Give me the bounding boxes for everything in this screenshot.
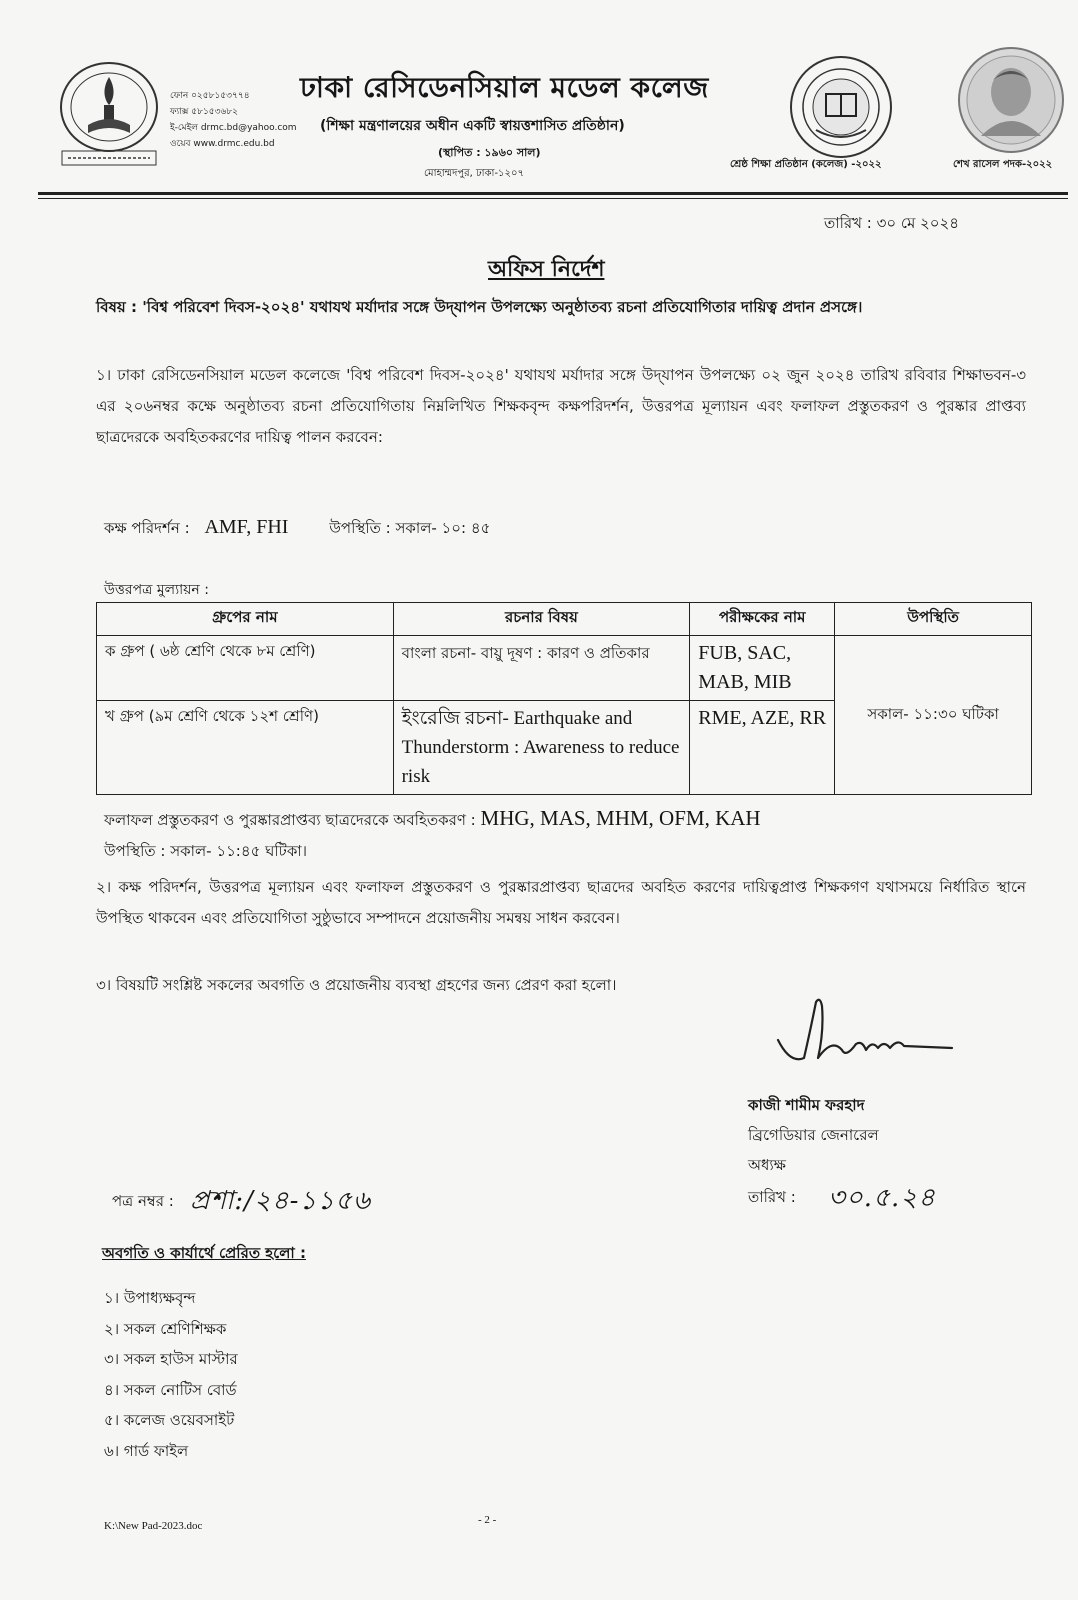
- footer-file-path: K:\New Pad-2023.doc: [104, 1520, 203, 1532]
- examiners-cell: FUB, SAC, MAB, MIB: [690, 636, 835, 701]
- inspection-time: উপস্থিতি : সকাল- ১০: ৪৫: [329, 519, 491, 537]
- header-divider: [38, 192, 1068, 195]
- evaluation-label: উত্তরপত্র মুল্যায়ন :: [104, 582, 209, 598]
- signatory-rank: ব্রিগেডিয়ার জেনারেল: [748, 1126, 879, 1144]
- email-address: ই-মেইল drmc.bd@yahoo.com: [170, 123, 297, 133]
- medal-portrait-icon: [955, 44, 1067, 156]
- principal-signature: [770, 992, 960, 1077]
- list-item: ৫। কলেজ ওয়েবসাইট: [104, 1411, 235, 1429]
- phone-number: ফোন ০২৫৮১৫৩৭৭৪: [170, 91, 250, 101]
- results-label: ফলাফল প্রস্তুতকরণ ও পুরষ্কারপ্রাপ্তব্য ছাত্রদেরকে অবহিতকরণ :: [104, 811, 476, 829]
- website-address: ওয়েব www.drmc.edu.bd: [170, 139, 275, 149]
- institution-subtitle: (শিক্ষা মন্ত্রণালয়ের অধীন একটি স্বায়ত্তশাসিত প্রতিষ্ঠান): [320, 118, 625, 134]
- list-item: ২। সকল শ্রেণিশিক্ষক: [104, 1319, 227, 1338]
- award-1-caption: শ্রেষ্ঠ শিক্ষা প্রতিষ্ঠান (কলেজ) -২০২২: [730, 159, 882, 170]
- group-cell: ক গ্রুপ ( ৬ষ্ঠ শ্রেণি থেকে ৮ম শ্রেণি): [97, 636, 394, 701]
- memo-number-handwritten: প্রশা:/২৪-১১৫৬: [190, 1186, 371, 1216]
- institution-name: ঢাকা রেসিডেনসিয়াল মডেল কলেজ: [300, 71, 709, 104]
- attendance-cell: সকাল- ১১:৩০ ঘটিকা: [835, 636, 1032, 795]
- institution-address: মোহাম্মদপুর, ঢাকা-১২০৭: [424, 168, 525, 179]
- examiners-cell: RME, AZE, RR: [690, 701, 835, 795]
- memo-number-label: পত্র নম্বর :: [112, 1192, 174, 1210]
- table-header-row: [97, 603, 1032, 636]
- signature-date-label: তারিখ :: [748, 1188, 796, 1206]
- results-assignment: [104, 806, 761, 834]
- subject-line: বিষয় : 'বিশ্ব পরিবেশ দিবস-২০২৪' যথাযথ মর্যাদার সঙ্গে উদ্‌যাপন উপলক্ষ্যে অনুষ্ঠাতব্য রচনা প্রতিযোগিতার দায়িত্ব প্রদান প্রসঙ্গে।: [96, 298, 863, 316]
- topic-cell: ইংরেজি রচনা- Earthquake and Thunderstorm : Awareness to reduce risk: [393, 701, 690, 795]
- header-divider-thin: [38, 198, 1068, 199]
- group-cell: খ গ্রুপ (৯ম শ্রেণি থেকে ১২শ শ্রেণি): [97, 701, 394, 795]
- inspection-label: কক্ষ পরিদর্শন :: [104, 519, 190, 537]
- list-item: ১। উপাধ্যক্ষবৃন্দ: [104, 1289, 196, 1307]
- established-year: (স্থাপিত : ১৯৬০ সাল): [438, 146, 541, 159]
- paragraph-3: ৩। বিষয়টি সংশ্লিষ্ট সকলের অবগতি ও প্রয়োজনীয় ব্যবস্থা গ্রহণের জন্য প্রেরণ করা হলো।: [96, 976, 617, 994]
- list-item: ৬। গার্ড ফাইল: [104, 1441, 189, 1460]
- topic-cell: বাংলা রচনা- বায়ু দূষণ : কারণ ও প্রতিকার: [393, 636, 690, 701]
- signatory-role: অধ্যক্ষ: [748, 1156, 786, 1174]
- results-names: MHG, MAS, MHM, OFM, KAH: [480, 806, 761, 830]
- header-attendance: উপস্থিতি: [835, 603, 1032, 636]
- document-date: তারিখ : ৩০ মে ২০২৪: [824, 214, 960, 232]
- room-inspection: [104, 516, 490, 542]
- college-logo: [48, 55, 170, 167]
- award-seal-icon: [786, 52, 896, 162]
- header-topic: রচনার বিষয়: [393, 603, 690, 636]
- signature-date-handwritten: ৩০.৫.২৪: [828, 1183, 936, 1213]
- award-2-caption: শেখ রাসেল পদক-২০২২: [953, 159, 1053, 170]
- paragraph-2: ২। কক্ষ পরিদর্শন, উত্তরপত্র মূল্যায়ন এবং ফলাফল প্রস্তুতকরণ ও পুরষ্কারপ্রাপ্তব্য ছাত্রদের অবহিত করণের দায়িত্বপ্রাপ্ত শিক্ষকগণ যথাসময়ে নির্ধারিত স্থানে উপস্থিত থাকবেন এবং প্রতিযোগিতা সুষ্ঠুভাবে সম্পাদনে প্রয়োজনীয় সমন্বয় সাধন করবেন।: [96, 878, 1026, 927]
- cc-title: অবগতি ও কার্যার্থে প্রেরিত হলো :: [102, 1244, 306, 1262]
- list-item: ৪। সকল নোটিস বোর্ড: [104, 1380, 237, 1399]
- inspection-names: AMF, FHI: [204, 516, 289, 538]
- signatory-name: কাজী শামীম ফরহাদ: [748, 1096, 865, 1114]
- cc-list: [104, 1283, 238, 1466]
- header-group: গ্রুপের নাম: [97, 603, 394, 636]
- table-row: [97, 636, 1032, 701]
- paragraph-1: ১। ঢাকা রেসিডেনসিয়াল মডেল কলেজে 'বিশ্ব পরিবেশ দিবস-২০২৪' যথাযথ মর্যাদার সঙ্গে উদ্‌যাপন উপলক্ষ্যে ০২ জুন ২০২৪ তারিখ রবিবার শিক্ষাভবন-৩ এর ২০৬নম্বর কক্ষে অনুষ্ঠাতব্য রচনা প্রতিযোগিতায় নিম্নলিখিত শিক্ষকবৃন্দ কক্ষপরিদর্শন, উত্তরপত্র মূল্যায়ন এবং ফলাফল প্রস্তুতকরণ ও পুরষ্কার প্রাপ্তব্য ছাত্রদেরকে অবহিতকরণের দায়িত্ব পালন করবেন:: [96, 366, 1026, 446]
- list-item: ৩। সকল হাউস মাস্টার: [104, 1350, 238, 1368]
- header-examiners: পরীক্ষকের নাম: [690, 603, 835, 636]
- footer-page-number: - 2 -: [478, 1514, 497, 1526]
- document-title: অফিস নির্দেশ: [488, 257, 605, 282]
- fax-number: ফ্যাক্স ৫৮১৫৩৬৮২: [170, 107, 239, 117]
- results-time: উপস্থিতি : সকাল- ১১:৪৫ ঘটিকা।: [104, 842, 308, 860]
- contact-info: [170, 88, 297, 152]
- evaluation-table: [96, 602, 1032, 795]
